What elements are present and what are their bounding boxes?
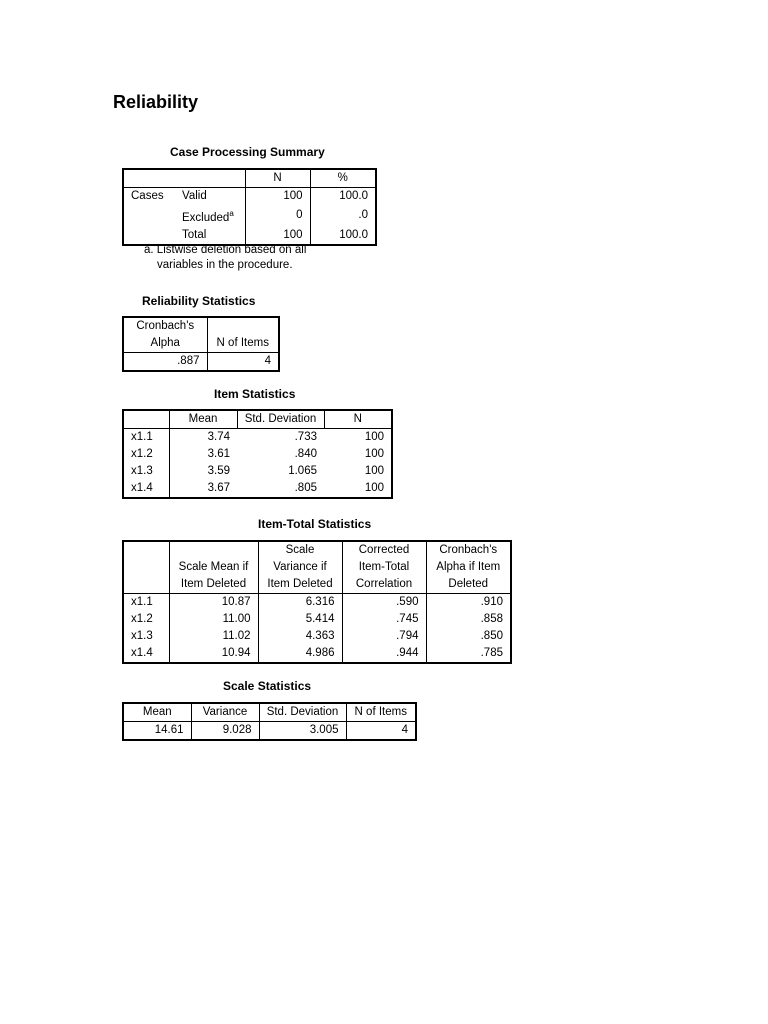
table-cell: Deleted: [426, 576, 511, 594]
table-row: [123, 611, 511, 628]
table-cell: 9.028: [191, 722, 259, 741]
page-title: Reliability: [113, 92, 199, 112]
table-row: [123, 188, 376, 206]
table-cell: Cronbach's: [123, 317, 207, 335]
table-cell: 100: [324, 429, 392, 447]
table-cell: 4.986: [258, 645, 342, 663]
table-cell: Corrected: [342, 541, 426, 559]
table-row: [123, 205, 376, 227]
table-cell: x1.4: [123, 480, 169, 498]
table-cell: .785: [426, 645, 511, 663]
table-cell: Variance: [191, 703, 259, 722]
table-cell: 14.61: [123, 722, 191, 741]
table-cell: [207, 317, 279, 335]
table-cell: 11.00: [169, 611, 258, 628]
table-cell: 4.363: [258, 628, 342, 645]
table-cell: [123, 576, 169, 594]
table-cell: 10.94: [169, 645, 258, 663]
group-label: Cases: [123, 188, 175, 206]
table-cell: N of Items: [207, 335, 279, 353]
table-cell: Item Deleted: [258, 576, 342, 594]
table-cell: Std. Deviation: [259, 703, 346, 722]
table-cell: Item Deleted: [169, 576, 258, 594]
col-header-n: N: [245, 169, 310, 188]
item-total-table: [122, 540, 512, 664]
table-cell: [123, 205, 175, 227]
row-label: Valid: [182, 190, 207, 202]
case-processing-table: [122, 168, 377, 246]
table-row: [123, 594, 511, 612]
table-cell: x1.1: [123, 429, 169, 447]
table-cell: Alpha: [123, 335, 207, 353]
table-row: [123, 446, 392, 463]
table-cell: 100.0: [310, 188, 376, 206]
table-cell: 3.005: [259, 722, 346, 741]
table-cell: .910: [426, 594, 511, 612]
table-cell: .805: [294, 482, 317, 494]
table-cell: 100: [324, 463, 392, 480]
table-cell: Item-Total: [342, 559, 426, 576]
item-total-title: Item-Total Statistics: [258, 517, 372, 531]
scale-stats-table: [122, 702, 417, 741]
case-processing-title: Case Processing Summary: [170, 145, 325, 159]
table-cell: .745: [342, 611, 426, 628]
table-cell: 5.414: [258, 611, 342, 628]
table-cell: Cronbach's: [426, 541, 511, 559]
table-cell: 0: [245, 205, 310, 227]
table-row: [123, 463, 392, 480]
table-cell: .0: [310, 205, 376, 227]
table-cell: Scale Mean if: [169, 559, 258, 576]
table-row: [123, 628, 511, 645]
table-cell: N of Items: [346, 703, 416, 722]
footnote: a. Listwise deletion based on all variables in the procedure.: [144, 244, 307, 271]
table-cell: x1.2: [123, 446, 169, 463]
table-cell: 10.87: [169, 594, 258, 612]
table-cell: 6.316: [258, 594, 342, 612]
table-cell: .840: [294, 448, 317, 460]
table-cell: .794: [342, 628, 426, 645]
row-label: Excluded$^a$: [182, 209, 234, 224]
table-cell: 100: [324, 446, 392, 463]
col-header-pct: %: [310, 169, 376, 188]
table-cell: [123, 559, 169, 576]
table-cell: .590: [342, 594, 426, 612]
row-label: Total: [182, 228, 207, 241]
table-cell: .944: [342, 645, 426, 663]
table-cell: x1.3: [123, 628, 169, 645]
table-cell: Mean: [123, 703, 191, 722]
table-cell: [123, 410, 169, 429]
table-row: [123, 353, 279, 372]
table-cell: 3.59: [169, 463, 237, 480]
table-cell: 3.61: [169, 446, 237, 463]
table-row: [123, 722, 416, 741]
table-cell: Mean: [169, 410, 237, 429]
table-cell: 100: [324, 480, 392, 498]
table-cell: Variance if: [258, 559, 342, 576]
table-cell: x1.4: [123, 645, 169, 663]
table-cell: .733: [294, 431, 317, 443]
scale-stats-title: Scale Statistics: [223, 679, 312, 693]
n-items-value: 4: [207, 353, 279, 372]
table-cell: 11.02: [169, 628, 258, 645]
table-cell: [169, 541, 258, 559]
table-cell: Scale: [258, 541, 342, 559]
table-cell: 4: [346, 722, 416, 741]
table-cell: .850: [426, 628, 511, 645]
table-cell: [175, 169, 245, 188]
table-cell: [123, 541, 169, 559]
reliability-stats-title: Reliability Statistics: [142, 294, 256, 308]
table-row: [123, 480, 392, 498]
item-stats-table: [122, 409, 393, 499]
table-cell: 3.67: [169, 480, 237, 498]
table-row: [123, 429, 392, 447]
table-cell: 3.74: [169, 429, 237, 447]
table-cell: 100: [245, 188, 310, 206]
table-cell: .858: [426, 611, 511, 628]
item-stats-title: Item Statistics: [214, 387, 296, 401]
table-cell: 1.065: [288, 465, 317, 477]
table-cell: Std. Deviation: [237, 410, 324, 429]
table-cell: Alpha if Item: [426, 559, 511, 576]
table-cell: Correlation: [342, 576, 426, 594]
table-cell: x1.2: [123, 611, 169, 628]
table-cell: 100: [245, 227, 310, 245]
table-cell: 100.0: [310, 227, 376, 245]
table-row: [123, 645, 511, 663]
reliability-stats-table: [122, 316, 280, 372]
table-cell: x1.3: [123, 463, 169, 480]
table-cell: N: [324, 410, 392, 429]
footnote-marker: a: [229, 209, 234, 218]
table-cell: [123, 169, 175, 188]
table-cell: x1.1: [123, 594, 169, 612]
alpha-value: .887: [123, 353, 207, 372]
